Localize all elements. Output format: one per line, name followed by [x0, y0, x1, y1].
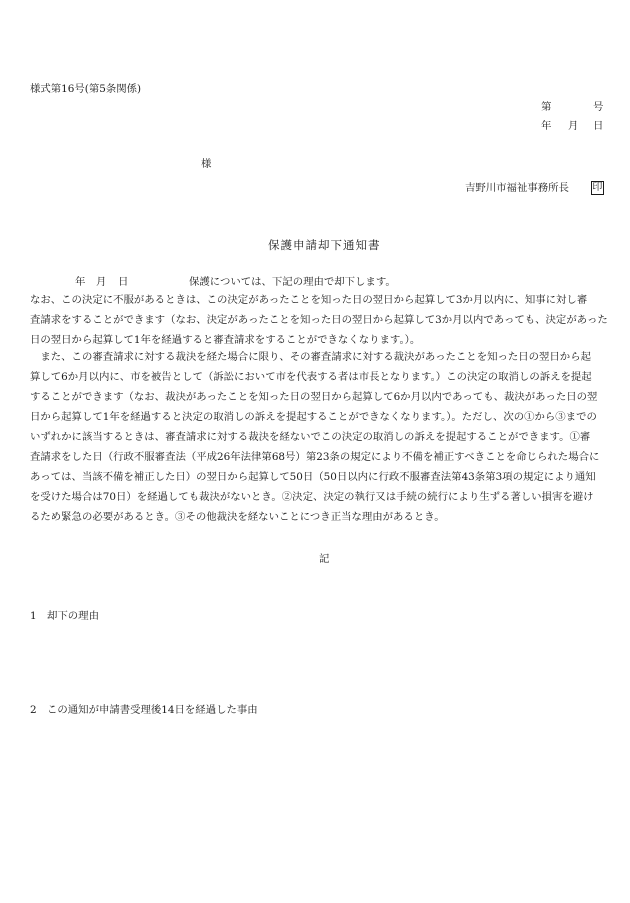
intro-date-year: 年 [75, 276, 86, 288]
paragraph-line: あっては、当該不備を補正した日）の翌日から起算して50日（50日以内に行政不服審査法第43条第3項の規定により通知 [30, 471, 596, 483]
ki-heading: 記 [319, 553, 330, 565]
paragraph-line: 日の翌日から起算して1年を経過すると審査請求をすることができなくなります。）。 [30, 334, 421, 346]
paragraph-line: を受けた場合は70日）を経過しても裁決がないとき。②決定、決定の執行又は手続の続行により生ずる著しい損害を避け [30, 491, 594, 503]
intro-text: 保護については、下記の理由で却下します。 [189, 276, 396, 288]
paragraph-line: いずれかに該当するときは、審査請求に対する裁決を経ないでこの決定の取消しの訴えを提起することができます。①審 [30, 431, 591, 443]
paragraph-appeal [30, 290, 615, 350]
issuer-name: 吉野川市福祉事務所長 [465, 182, 569, 194]
paragraph-line: また、この審査請求に対する裁決を経た場合に限り、その審査請求に対する裁決があったことを知った日の翌日から起 [30, 351, 591, 363]
form-label: 様式第16号(第5条関係) [30, 83, 142, 95]
paragraph-line: 日から起算して1年を経過すると決定の取消しの訴えを提起することができなくなります。）。ただし、次の①から③までの [30, 411, 597, 423]
paragraph-line: することができます（なお、裁決があったことを知った日の翌日から起算して6か月以内であっても、裁決があった日の翌 [30, 391, 598, 403]
paragraph-line: なお、この決定に不服があるときは、この決定があったことを知った日の翌日から起算して3か月以内に、知事に対し審 [30, 294, 588, 306]
paragraph-line: 査請求をした日（行政不服審査法（平成26年法律第68号）第23条の規定により不備を補正すべきことを命じられた場合に [30, 451, 600, 463]
addressee-suffix: 様 [201, 158, 212, 170]
header-date-year: 年 [541, 120, 552, 132]
paragraph-line: るため緊急の必要があるとき。③その他裁決を経ないことにつき正当な理由があるとき。 [30, 511, 445, 523]
section-rejection-reason: 1 却下の理由 [30, 610, 99, 622]
paragraph-line: 査請求をすることができます（なお、決定があったことを知った日の翌日から起算して3か月以内であっても、決定があった [30, 314, 608, 326]
intro-date-day: 日 [118, 276, 129, 288]
number-prefix: 第 [541, 101, 552, 113]
header-date-day: 日 [593, 120, 604, 132]
page-title: 保護申請却下通知書 [268, 238, 381, 252]
intro-date-month: 月 [96, 276, 107, 288]
number-suffix: 号 [593, 101, 604, 113]
paragraph-lawsuit [30, 347, 615, 527]
header-date-month: 月 [568, 120, 579, 132]
issuer [465, 181, 604, 195]
seal-mark: 印 [592, 182, 603, 193]
paragraph-line: 算して6か月以内に、市を被告として（訴訟において市を代表する者は市長となります。）この決定の取消しの訴えを提起 [30, 371, 592, 383]
section-delay-reason: 2 この通知が申請書受理後14日を経過した事由 [30, 704, 258, 716]
